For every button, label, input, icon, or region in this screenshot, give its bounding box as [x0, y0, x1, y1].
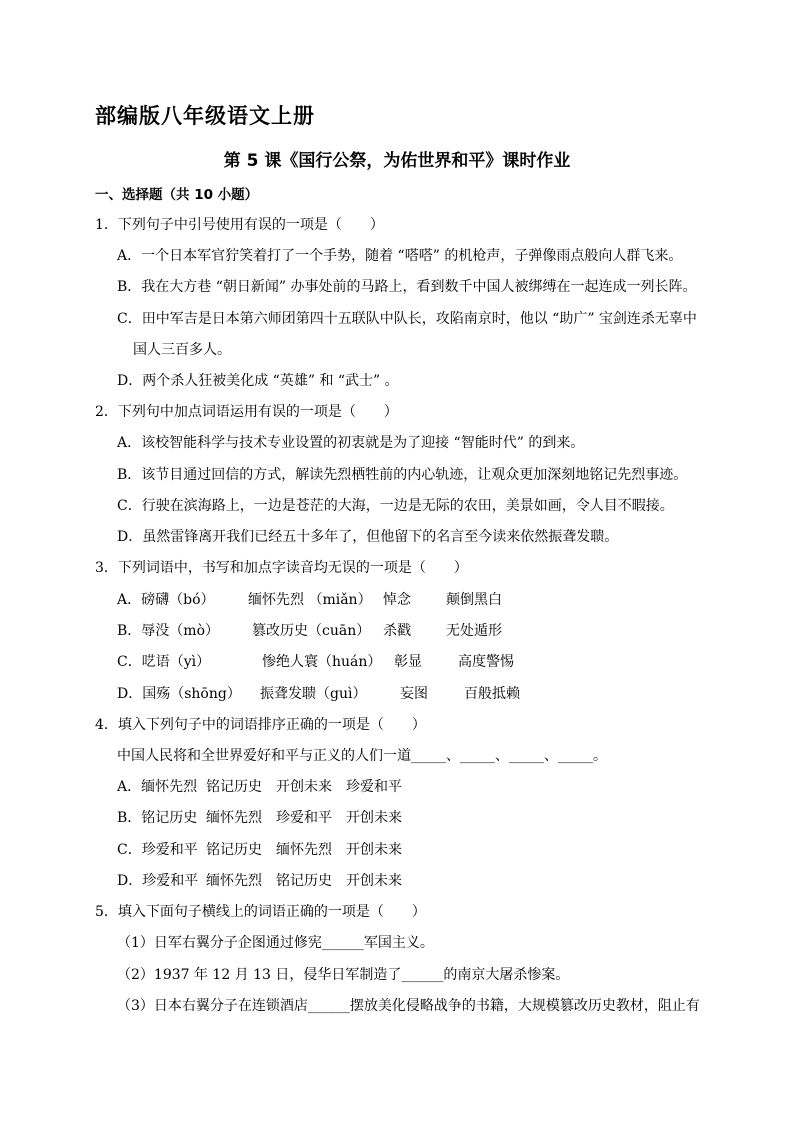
question-3-option-c-word-3: 彰显	[394, 654, 422, 670]
question-4-option-c-word-1: C．珍爱和平	[117, 842, 198, 858]
question-3-option-a-word-2: 缅怀先烈 （miǎn）	[248, 592, 372, 608]
question-3-option-d-word-3: 妄图	[400, 686, 428, 702]
question-4-option-c-word-2: 铭记历史	[206, 842, 262, 858]
question-4-option-b-word-1: B．铭记历史	[117, 810, 198, 826]
question-3-option-c-word-1: C．呓语（yì）	[117, 654, 211, 670]
question-3-option-d-word-2: 振聋发聩（guì）	[260, 686, 367, 702]
question-5-sentence-1: （1）日军右翼分子企图通过修宪______军国主义。	[117, 935, 434, 951]
question-3-option-d-word-4: 百般抵赖	[464, 686, 520, 702]
question-1-option-c-continued: 国人三百多人。	[133, 342, 231, 358]
document-subtitle: 第 5 课《国行公祭，为佑世界和平》课时作业	[223, 151, 571, 171]
question-1-option-c: C．田中军吉是日本第六师团第四十五联队中队长，攻陷南京时，他以 “助广” 宝剑连杀无辜中	[117, 311, 697, 327]
question-2-option-a: A．该校智能科学与技术专业设置的初衷就是为了迎接 “智能时代” 的到来。	[117, 435, 585, 451]
question-3-option-b-word-3: 杀戳	[383, 623, 411, 639]
question-3-option-c-word-4: 高度警惕	[458, 654, 514, 670]
question-1-option-d: D．两个杀人狂被美化成 “英雄” 和 “武士” 。	[117, 373, 399, 389]
question-4-stem: 4．填入下列句子中的词语排序正确的一项是（ ）	[95, 717, 426, 733]
section-heading: 一、选择题（共 10 小题）	[95, 187, 259, 203]
question-3-option-a-word-3: 悼念	[383, 592, 411, 608]
question-4-option-c-word-4: 开创未来	[346, 842, 402, 858]
question-2-option-c: C．行驶在滨海路上，一边是苍茫的大海，一边是无际的农田，美景如画，令人目不暇接。	[117, 498, 674, 514]
question-3-option-b-word-1: B．辱没（mò）	[117, 623, 219, 639]
question-3-option-b-word-4: 无处遁形	[446, 623, 502, 639]
question-4-option-d-word-3: 铭记历史	[276, 873, 332, 889]
question-3-option-a-word-4: 颠倒黑白	[446, 592, 502, 608]
question-4-sentence: 中国人民将和全世界爱好和平与正义的人们一道_____、_____、_____、_____。	[117, 748, 607, 764]
question-4-option-c-word-3: 缅怀先烈	[276, 842, 332, 858]
question-3-option-c-word-2: 惨绝人寰（huán）	[262, 654, 382, 670]
question-4-option-a-word-1: A．缅怀先烈	[117, 779, 198, 795]
question-3-stem: 3．下列词语中，书写和加点字读音均无误的一项是（ ）	[95, 560, 468, 576]
question-3-option-b-word-2: 篡改历史（cuān）	[252, 623, 371, 639]
question-4-option-b-word-3: 珍爱和平	[276, 810, 332, 826]
question-5-sentence-2: （2）1937 年 12 月 13 日，侵华日军制造了______的南京大屠杀惨案。	[117, 967, 570, 983]
question-2-option-b: B．该节目通过回信的方式，解读先烈栖牲前的内心轨迹，让观众更加深刻地铭记先烈事迹。	[117, 467, 688, 483]
question-2-option-d: D．虽然雷锋离开我们已经五十多年了，但他留下的名言至今读来依然振聋发聩。	[117, 529, 619, 545]
question-2-stem: 2．下列句中加点词语运用有误的一项是（ ）	[95, 404, 398, 420]
question-1-stem: 1．下列句子中引号使用有误的一项是（ ）	[95, 217, 384, 233]
question-4-option-d-word-2: 缅怀先烈	[206, 873, 262, 889]
document-title: 部编版八年级语文上册	[95, 104, 315, 128]
question-4-option-a-word-2: 铭记历史	[206, 779, 262, 795]
question-5-sentence-3: （3）日本右翼分子在连锁酒店______摆放美化侵略战争的书籍，大规模篡改历史教材，阻止有	[117, 998, 700, 1014]
question-4-option-a-word-3: 开创未来	[276, 779, 332, 795]
question-1-option-b: B．我在大方巷 “朝日新闻” 办事处前的马路上，看到数千中国人被绑缚在一起连成一列长阵。	[117, 279, 697, 295]
question-4-option-d-word-1: D．珍爱和平	[117, 873, 199, 889]
question-4-option-b-word-4: 开创未来	[346, 810, 402, 826]
question-4-option-a-word-4: 珍爱和平	[346, 779, 402, 795]
question-1-option-a: A．一个日本军官狞笑着打了一个手势，随着 “嗒嗒” 的机枪声，子弹像雨点般向人群飞来。	[117, 248, 683, 264]
question-3-option-d-word-1: D．国殇（shōng）	[117, 686, 241, 702]
question-3-option-a-word-1: A．磅礴（bó）	[117, 592, 215, 608]
question-4-option-d-word-4: 开创未来	[346, 873, 402, 889]
question-5-stem: 5．填入下面句子横线上的词语正确的一项是（ ）	[95, 904, 426, 920]
question-4-option-b-word-2: 缅怀先烈	[206, 810, 262, 826]
